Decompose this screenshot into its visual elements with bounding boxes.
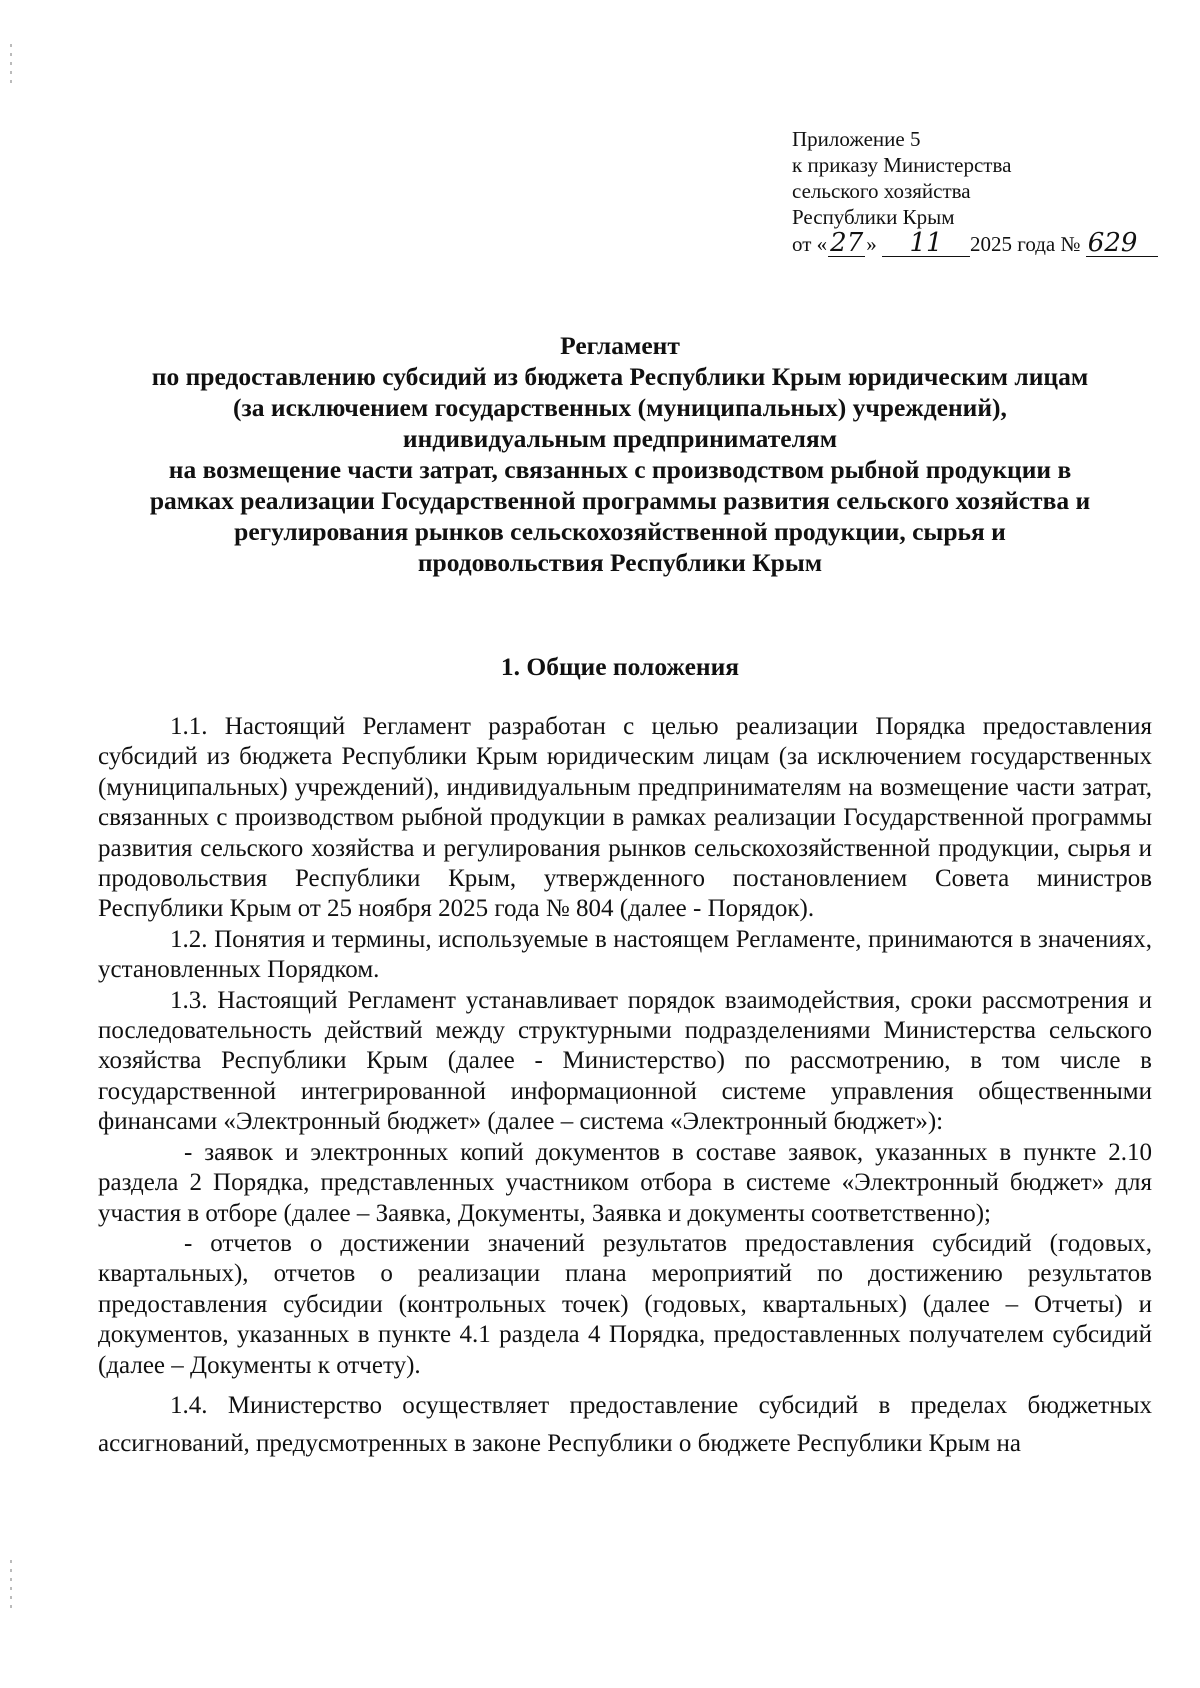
paragraph-1-3-item-a: - заявок и электронных копий документов в составе заявок, указанных в пункте 2.10 раздела 2 Порядка, представленных участником отбора в системе «Электронный бюджет» для участия в отборе (далее – Заявка, Документы, Заявка и документы соответственно); [98,1138,1152,1227]
title-line-6: рамках реализации Государственной программы развития сельского хозяйства и [149,486,1091,515]
handwritten-day: 27 [830,228,864,258]
handwritten-order-number: 629 [1086,230,1158,257]
title-line-8: продовольствия Республики Крым [417,548,823,577]
appendix-line-1: Приложение 5 [792,127,921,151]
title-line-7: регулирования рынков сельскохозяйственной продукции, сырья и [234,517,1006,546]
title-line-5: на возмещение части затрат, связанных с производством рыбной продукции в [168,455,1072,484]
scan-edge-mark-bottom [10,1560,12,1610]
title-line-3: (за исключением государственных (муниципальных) учреждений), [233,393,1007,422]
title-line-1: Регламент [560,331,680,360]
appendix-line-3: сельского хозяйства [792,179,971,203]
paragraph-1-1: 1.1. Настоящий Регламент разработан с целью реализации Порядка предоставления субсидий из бюджета Республики Крым юридическим лицам (за исключением государственных (муниципальных) учреждений), индивидуальным предпринимателям на возмещение части затрат, связанных с производством рыбной продукции в рамках реализации Государственной программы развития сельского хозяйства и регулирования рынков сельскохозяйственной продукции, сырья и продовольствия Республики Крым, утвержденного постановлением Совета министров Республики Крым от 25 ноября 2025 года № 804 (далее - Порядок). [98,713,1152,923]
appendix-line-2: к приказу Министерства [792,153,1012,177]
paragraph-1-2: 1.2. Понятия и термины, используемые в настоящем Регламенте, принимаются в значениях, установленных Порядком. [98,925,1152,984]
paragraph-1-3-item-b: - отчетов о достижении значений результатов предоставления субсидий (годовых, квартальных), отчетов о реализации плана мероприятий по достижению результатов предоставления субсидии (контрольных точек) (годовых, квартальных) (далее – Отчеты) и документов, указанных в пункте 4.1 раздела 4 Порядка, предоставленных получателем субсидий (далее – Документы к отчету). [98,1229,1152,1379]
scan-edge-mark-top [10,44,12,84]
date-prefix: от « [792,232,828,256]
date-mid: » [866,232,877,256]
paragraph-1-3: 1.3. Настоящий Регламент устанавливает порядок взаимодействия, сроки рассмотрения и последовательность действий между структурными подразделениями Министерства сельского хозяйства Республики Крым (далее - Министерство) по рассмотрению, в том числе в государственной интегрированной информационной системе управления общественными финансами «Электронный бюджет» (далее – система «Электронный бюджет»): [98,986,1152,1136]
title-line-2: по предоставлению субсидий из бюджета Республики Крым юридическим лицам [151,362,1089,391]
document-title [90,330,1150,578]
appendix-line-4: Республики Крым [792,205,955,229]
title-line-4: индивидуальным предпринимателям [402,424,838,453]
handwritten-month: 11 [882,230,970,257]
appendix-date-line [792,230,1172,257]
paragraph-1-4: 1.4. Министерство осуществляет предоставление субсидий в пределах бюджетных ассигнований, предусмотренных в законе Республики о бюджете Республики Крым на [98,1391,1152,1457]
appendix-block [792,126,1172,257]
section-body [98,712,1152,1463]
section-heading: 1. Общие положения [500,652,740,681]
date-year: 2025 года № [970,232,1081,256]
